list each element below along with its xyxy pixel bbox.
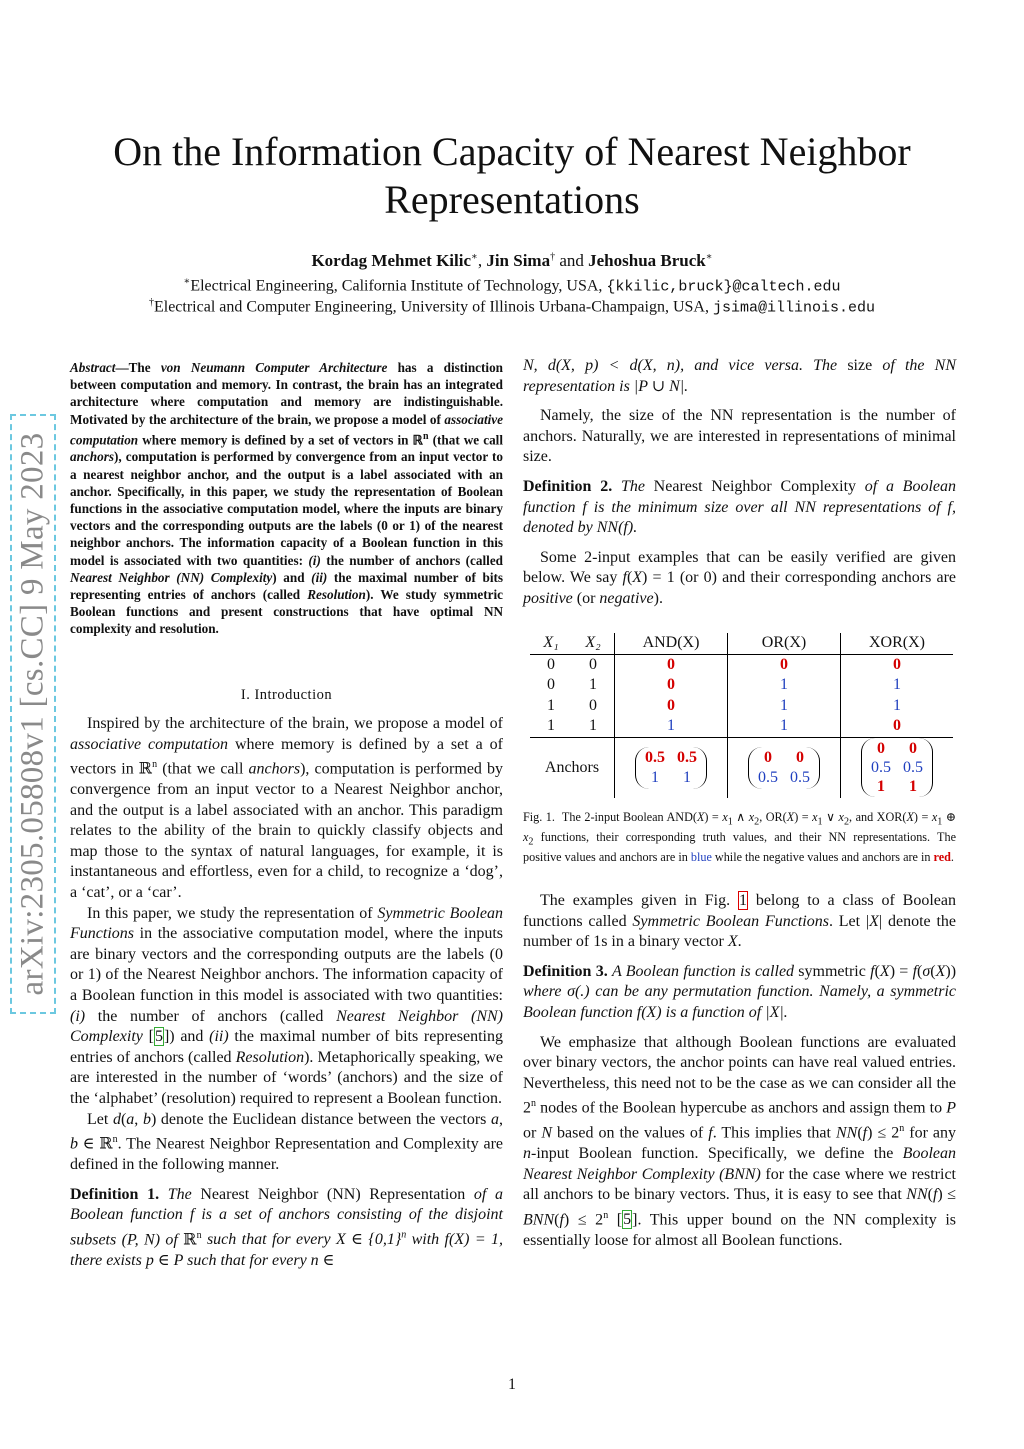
right-column-top: N, d(X, p) < d(X, n), and vice versa. The size of the NN representation is |P ∪ N|. Namely, the size of the NN representation is the number of anchors. Naturally, we are interested in representations of minimal size. Definition 2. The Nearest Neighbor Complexity of a Boolean function f is the minimum size over all NN representations of f, denoted by NN(f). Some 2-input examples that can be easily verified are given below. We say f(X) = 1 (or 0) and their corresponding anchors are positive (or negative).	[523, 357, 957, 607]
affiliation-2: †Electrical and Computer Engineering, University of Illinois Urbana-Champaign, USA, jsima@illinois.edu	[148, 297, 875, 317]
right-column-bottom: The examples given in Fig. 1 belong to a class of Boolean functions called Symmetric Boolean Functions. Let |X| denote the number of 1s in a binary vector X. Definition 3. A Boolean function is called symmetric f(X) = f(σ(X)) where σ(.) can be any permutation function. Namely, a symmetric Boolean function f(X) is a function of |X|. We emphasize that although Boolean functions are evaluated over binary vectors, the anchor points can have real valued entries. Nevertheless, this need not to be the case as we can consider all the 2$^n$ nodes of the Boolean hypercube as anchors and assign them to P or N based on the values of f. This implies that $NN(f) \le 2^n$ for any n-input Boolean function. Specifically, we define the Boolean Nearest Neighbor Complexity (BNN) for the case where we restrict all anchors to be binary vectors. Thus, it is easy to see that $NN(f) \le BNN(f) \le 2^n$ [5]. This upper bound on the NN complexity is essentially loose for almost all Boolean functions.	[523, 892, 957, 1249]
table-row: 0 0 0 0 0	[530, 654, 953, 675]
anchors-row: Anchors 0.5 0.5 1 1 0 0 0.5 0.5 0 0 0.5 0.5 1 1	[530, 737, 953, 798]
table-row: 1 0 0 1 1	[530, 696, 953, 717]
table-row: 1 1 1 1 0	[530, 716, 953, 737]
xor-anchors-matrix: 0 0 0.5 0.5 1 1	[861, 738, 933, 797]
or-anchors-matrix: 0 0 0.5 0.5	[748, 747, 820, 789]
figure-caption: Fig. 1. The 2-input Boolean $AND(X) = x_1$ ∧ $x_2$, $OR(X) = x_1$ ∨ $x_2$, and $XOR(X) = x_1$ ⊕ $x_2$ functions, their corresponding truth values, and their NN representations. The positive values and anchors are in blue while the negative values and anchors are in red.	[523, 810, 957, 865]
page-number: 1	[508, 1376, 516, 1393]
arxiv-id: arXiv:2305.05808v1 [cs.CC] 9 May 2023	[14, 432, 51, 996]
abstract: Abstract—The von Neumann Computer Architecture has a distinction between computation and memory. In contrast, the brain has an integrated architecture where computation and memory are indistinguishable. Motivated by the architecture of the brain, we propose a model of associative computation where memory is defined by a set of vectors in ℝ$^n$ (that we call anchors), computation is performed by convergence from an input vector to a nearest neighbor anchor, and the output is a label associated with an anchor. Specifically, in this paper, we study the representation of Boolean functions in the associative computation model, where the inputs are binary vectors and the corresponding outputs are the labels (0 or 1) of the nearest neighbor anchors. The information capacity of a Boolean function in this model is associated with two quantities: (i) the number of anchors (called Nearest Neighbor (NN) Complexity) and (ii) the maximal number of bits representing entries of anchors (called Resolution). We study symmetric Boolean functions and present constructions that have optimal NN complexity and resolution.	[70, 360, 504, 637]
affiliation-1: ∗Electrical Engineering, California Institute of Technology, USA, {kkilic,bruck}@caltech.edu	[183, 276, 841, 296]
section-heading-introduction: I. Introduction	[240, 687, 333, 703]
author-list: Kordag Mehmet Kilic∗, Jin Sima† and Jehoshua Bruck∗	[311, 251, 713, 270]
paper-title: On the Information Capacity of Nearest Neighbor Representations	[113, 129, 911, 222]
introduction-body: Inspired by the architecture of the brain, we propose a model of associative computation where memory is defined by a set a of vectors in ℝ$^n$ (that we call anchors), computation is performed by convergence from an input vector to a Nearest Neighbor anchor, and the output is a label associated with an anchor. This paradigm relates to the ability of the brain to quickly classify objects and map those to the syntax of natural languages, for example, it is instantaneous and effortless, even for a child, to recognize a ‘dog’, a ‘cat’, or a ‘car’. In this paper, we study the representation of Symmetric Boolean Functions in the associative computation model, where the inputs are binary vectors and the corresponding outputs are the labels (0 or 1) of the Nearest Neighbor anchors. The information capacity of a Boolean function in this model is associated with two quantities: (i) the number of anchors (called Nearest Neighbor (NN) Complexity [5]) and (ii) the maximal number of bits representing entries of anchors (called Resolution). Metaphorically speaking, we are interested in the number of ‘words’ (anchors) and the size of the ‘alphabet’ (resolution) required to represent a Boolean function. Let d(a, b) denote the Euclidean distance between the vectors a, b ∈ ℝ$^n$. The Nearest Neighbor Representation and Complexity are defined in the following manner. Definition 1. The Nearest Neighbor (NN) Representation of a Boolean function f is a set of anchors consisting of the disjoint subsets (P, N) of ℝ$^n$ such that for every X ∈ $\{0,1\}^n$ with f(X) = 1, there exists p ∈ P such that for every n ∈	[70, 715, 504, 1269]
arxiv-watermark	[10, 414, 56, 1014]
table-row: 0 1 0 1 1	[530, 675, 953, 696]
and-anchors-matrix: 0.5 0.5 1 1	[635, 747, 707, 789]
email-1[interactable]: {kkilic,bruck}@caltech.edu	[606, 278, 841, 296]
email-2[interactable]: jsima@illinois.edu	[712, 299, 875, 317]
truth-table: X₁ X₂ AND(X) OR(X) XOR(X) 0 0 0 0 0 0 1 0 1 1 1 0 0 1 1 1 1 1 1 0 Anchors 0.5 0.5 1 1 0 0 0.5 0.5 0 0 0.5 0.5 1 1	[530, 633, 953, 798]
